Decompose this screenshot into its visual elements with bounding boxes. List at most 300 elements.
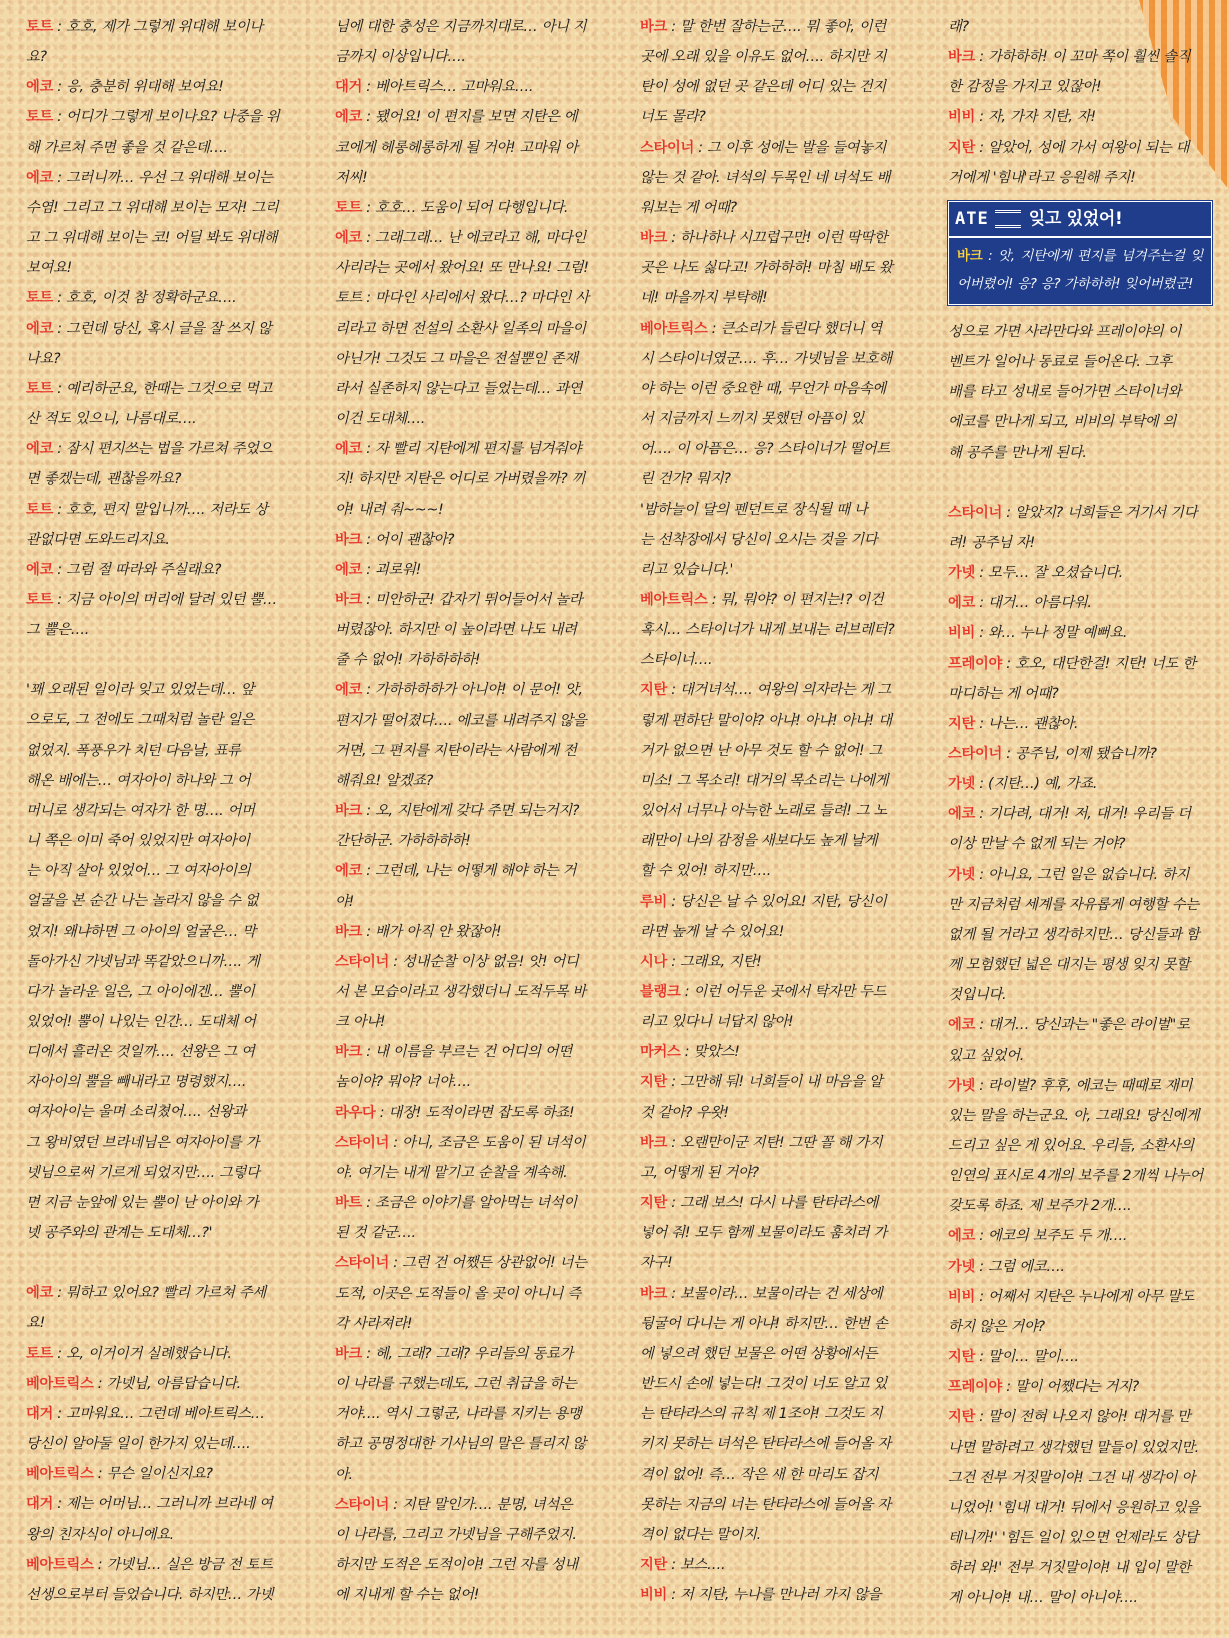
dialogue-line	[948, 377, 1212, 407]
dialogue-text: 미소! 그 목소리! 대거의 목소리는 나에게	[640, 772, 889, 789]
dialogue-line	[26, 1459, 302, 1489]
speaker-name: 블랭크	[640, 984, 681, 1000]
dialogue-line	[640, 887, 916, 917]
dialogue-line	[26, 1007, 302, 1037]
dialogue-line	[26, 1278, 302, 1308]
dialogue-text: : 내 이름을 부르는 건 어디의 어떤	[362, 1044, 572, 1061]
dialogue-line	[948, 1131, 1212, 1161]
dialogue-text: : 기다려, 대거! 저, 대거! 우리들 더	[975, 806, 1191, 823]
dialogue-line	[26, 374, 302, 404]
dialogue-text: : 그러니까… 우선 그 위대해 보이는	[53, 169, 273, 186]
dialogue-text: 여자아이는 울며 소리쳤어…. 선왕과	[26, 1104, 247, 1121]
dialogue-text: 해온 배에는… 여자아이 하나와 그 어	[26, 772, 251, 789]
dialogue-line	[948, 1493, 1212, 1523]
dialogue-line	[640, 856, 916, 886]
dialogue-line	[640, 977, 916, 1007]
dialogue-line	[640, 736, 916, 766]
dialogue-line	[948, 1553, 1212, 1583]
dialogue-text: : 성내순찰 이상 없음! 앗! 어디	[389, 953, 579, 970]
dialogue-line	[948, 1463, 1212, 1493]
dialogue-line	[640, 1098, 916, 1128]
dialogue-text: 게 아니야! 내… 말이 아니야….	[948, 1590, 1138, 1607]
dialogue-line	[26, 253, 302, 283]
dialogue-text: 있는 말을 하는군요. 아, 그래요! 당신에게	[948, 1107, 1200, 1124]
dialogue-text: : 자 빨리 지탄에게 편지를 넘겨줘야	[362, 441, 582, 458]
dialogue-text: : 대거… 당신과는 "좋은 라이벌"로	[975, 1017, 1190, 1034]
speaker-name: 에코	[335, 230, 363, 247]
dialogue-line	[26, 1369, 302, 1399]
dialogue-line	[26, 1128, 302, 1158]
speaker-name: 루비	[640, 893, 668, 910]
dialogue-line	[26, 12, 302, 42]
speaker-name: 에코	[26, 561, 54, 578]
dialogue-line	[948, 1523, 1212, 1553]
dialogue-text: 된 것 같군….	[335, 1225, 416, 1242]
dialogue-text: 요?	[26, 49, 47, 66]
dialogue-text: 없게 될 거라고 생각하지만… 당신들과 함	[948, 926, 1200, 943]
dialogue-line	[948, 558, 1212, 588]
speaker-name: 에코	[26, 1285, 54, 1302]
dialogue-line	[335, 1369, 611, 1399]
dialogue-line	[335, 615, 611, 645]
dialogue-text: 요!	[26, 1315, 45, 1332]
dialogue-text: : 그만해 둬! 너희들이 내 마음을 알	[667, 1074, 883, 1091]
dialogue-line	[335, 1037, 611, 1067]
dialogue-text: 니었어! '힘내 대거! 뒤에서 응원하고 있을	[948, 1499, 1200, 1516]
dialogue-line	[948, 1583, 1212, 1613]
dialogue-text: 크 아냐!	[335, 1014, 386, 1031]
speaker-name: 에코	[335, 109, 363, 126]
dialogue-line	[26, 826, 302, 856]
dialogue-text: 편지가 떨어졌다…. 에코를 내려주지 않을	[335, 712, 587, 729]
text-column-2	[335, 12, 611, 1610]
dialogue-line	[640, 12, 916, 42]
dialogue-text: : 뭐하고 있어요? 빨리 가르쳐 주세	[53, 1285, 266, 1302]
dialogue-text: 것입니다.	[948, 987, 1007, 1004]
dialogue-text: : 그럼 절 따라와 주실래요?	[53, 561, 222, 578]
dialogue-text: 하러 와!' 전부 거짓말이야! 내 입이 말한	[948, 1560, 1191, 1577]
speaker-name: 비비	[948, 625, 976, 642]
dialogue-line	[640, 1158, 916, 1188]
dialogue-line	[948, 72, 1212, 102]
dialogue-line	[640, 1248, 916, 1278]
dialogue-line	[26, 555, 302, 585]
speaker-name: 지탄	[948, 1349, 976, 1366]
dialogue-text: : 그럼 에코….	[975, 1258, 1065, 1275]
dialogue-text: 산 적도 있으니, 나름대로….	[26, 411, 197, 428]
speaker-name: 바크	[335, 531, 363, 548]
dialogue-text: : 조금은 이야기를 알아먹는 녀석이	[362, 1195, 577, 1212]
dialogue-text: : 그 이후 성에는 발을 들여놓지	[694, 139, 887, 156]
speaker-name: 스타이너	[640, 139, 695, 156]
dialogue-line	[335, 1429, 611, 1459]
dialogue-line	[335, 12, 611, 42]
dialogue-line	[640, 163, 916, 193]
dialogue-text: 머니로 생각되는 여자가 한 명…. 어머	[26, 802, 255, 819]
dialogue-text: 보여요!	[26, 260, 72, 277]
dialogue-line	[335, 1279, 611, 1309]
dialogue-text: 키지 못하는 녀석은 탄타라스에 들어올 자	[640, 1436, 891, 1453]
dialogue-line	[640, 193, 916, 223]
dialogue-line	[948, 1312, 1212, 1342]
dialogue-text: 그 뿔은….	[26, 622, 90, 639]
dialogue-line	[26, 163, 302, 193]
speaker-name: 에코	[26, 79, 54, 96]
dialogue-text: : 괴로워!	[362, 561, 422, 578]
dialogue-text: 인연의 표시로 4개의 보주를 2개씩 나누어	[948, 1168, 1203, 1185]
dialogue-text: : 나는… 괜찮아.	[975, 715, 1079, 732]
speaker-name: 가넷	[948, 565, 976, 582]
dialogue-text: : 대장! 도적이라면 잡도록 하죠!	[375, 1104, 575, 1121]
dialogue-line	[335, 1490, 611, 1520]
dialogue-text: : 보물이라… 보물이라는 건 세상에	[667, 1285, 883, 1302]
dialogue-text: 한 감정을 가지고 있잖아!	[948, 79, 1102, 96]
dialogue-text: : 됐어요! 이 편지를 보면 지탄은 에	[362, 109, 578, 126]
dialogue-line	[948, 1191, 1212, 1221]
dialogue-text: 당신이 알아둘 일이 한가지 있는데….	[26, 1436, 251, 1453]
dialogue-text: 려! 공주님 자!	[948, 534, 1035, 551]
dialogue-line	[640, 1550, 916, 1580]
dialogue-text: 야 하는 이런 중요한 때, 무언가 마음속에	[640, 380, 886, 397]
dialogue-line	[948, 1041, 1212, 1071]
speaker-name: 가넷	[948, 1258, 976, 1275]
dialogue-text: 래?	[948, 19, 969, 35]
speaker-name: 비비	[640, 1587, 668, 1604]
dialogue-text: 테니까!' '힘든 일이 있으면 언제라도 상담	[948, 1530, 1199, 1547]
dialogue-line	[948, 1402, 1212, 1432]
dialogue-text: : 제는 어머님… 그러니까 브라네 여	[53, 1496, 273, 1513]
text-column-4	[948, 12, 1212, 1614]
dialogue-line	[640, 495, 916, 525]
dialogue-text: : 어째서 지탄은 누나에게 아무 말도	[975, 1288, 1195, 1305]
dialogue-line	[26, 977, 302, 1007]
dialogue-line	[26, 193, 302, 223]
paragraph-gap	[948, 468, 1212, 498]
dialogue-line	[26, 615, 302, 645]
speaker-name: 지탄	[640, 1556, 668, 1573]
dialogue-text: 벤트가 일어나 동료로 들어온다. 그후	[948, 354, 1172, 371]
dialogue-line	[26, 495, 302, 525]
speaker-name: 에코	[948, 1228, 976, 1245]
speaker-name: 토트	[26, 380, 54, 397]
dialogue-line	[948, 347, 1212, 377]
speaker-name: 스타이너	[335, 1134, 390, 1151]
dialogue-text: 할 수 있어! 하지만….	[640, 863, 771, 880]
dialogue-text: 렇게 편하단 말이야? 아냐! 아냐! 아냐! 대	[640, 712, 892, 729]
dialogue-text: : 대거녀석…. 여왕의 의자라는 게 그	[667, 682, 891, 699]
dialogue-line	[335, 555, 611, 585]
dialogue-text: : 미안하군! 갑자기 뛰어들어서 놀라	[362, 591, 583, 608]
ate-title: 잊고 있었어!	[1028, 208, 1123, 229]
dialogue-line	[640, 1067, 916, 1097]
dialogue-line	[335, 675, 611, 705]
speaker-name: 에코	[948, 1017, 976, 1034]
speaker-name: 에코	[335, 682, 363, 699]
dialogue-line	[26, 72, 302, 102]
dialogue-line	[948, 588, 1212, 618]
ate-rule-decoration	[995, 210, 1021, 228]
dialogue-text: '꽤 오래된 일이라 잊고 있었는데… 앞	[26, 682, 254, 699]
dialogue-line	[640, 615, 916, 645]
dialogue-line	[335, 1550, 611, 1580]
dialogue-line	[26, 1188, 302, 1218]
dialogue-line	[640, 283, 916, 313]
dialogue-line	[948, 649, 1212, 679]
dialogue-text: 뒹굴어 다니는 게 아냐! 하지만… 한번 손	[640, 1315, 888, 1332]
dialogue-text: 그건 전부 거짓말이야! 그건 내 생각이 아	[948, 1469, 1196, 1486]
dialogue-text: 넷 공주와의 관계는 도대체…?'	[26, 1225, 213, 1242]
dialogue-text: 놈이야? 뭐야? 너야….	[335, 1074, 471, 1091]
speaker-name: 에코	[335, 863, 363, 880]
dialogue-text: 관없다면 도와드리지요.	[26, 531, 170, 548]
speaker-name: 베아트릭스	[640, 320, 708, 337]
dialogue-line	[335, 223, 611, 253]
dialogue-text: 네! 마을까지 부탁해!	[640, 290, 768, 307]
dialogue-line	[948, 1282, 1212, 1312]
dialogue-line	[335, 1218, 611, 1248]
dialogue-line	[335, 1007, 611, 1037]
speaker-name: 지탄	[640, 1074, 668, 1091]
dialogue-text: 드리고 싶은 게 있어요. 우리들, 소환사의	[948, 1138, 1194, 1154]
dialogue-line	[335, 645, 611, 675]
dialogue-text: : 호호, 이것 참 정확하군요….	[53, 290, 237, 307]
dialogue-line	[335, 917, 611, 947]
speaker-name: 대거	[335, 79, 363, 96]
dialogue-line	[640, 947, 916, 977]
dialogue-line	[640, 1369, 916, 1399]
dialogue-line	[26, 223, 302, 253]
dialogue-text: 도적, 이곳은 도적들이 올 곳이 아니니 즉	[335, 1285, 581, 1302]
dialogue-line	[948, 1372, 1212, 1402]
dialogue-text: 에코를 만나게 되고, 비비의 부탁에 의	[948, 414, 1177, 431]
speaker-name: 에코	[335, 441, 363, 458]
dialogue-text: : 예리하군요, 한때는 그것으로 먹고	[53, 380, 273, 397]
dialogue-text: : 호호… 도움이 되어 다행입니다.	[362, 199, 569, 216]
dialogue-line	[26, 1218, 302, 1248]
speaker-name: 가넷	[948, 776, 976, 793]
speaker-name: 스타이너	[335, 1255, 390, 1272]
speaker-name: 토트	[26, 591, 54, 608]
dialogue-line	[26, 796, 302, 826]
speaker-name: 토트	[26, 19, 54, 35]
dialogue-text: : 이런 어두운 곳에서 탁자만 두드	[680, 984, 887, 1000]
dialogue-line	[640, 1520, 916, 1550]
dialogue-text: 해줘요! 알겠죠?	[335, 772, 434, 789]
paragraph-gap	[26, 1248, 302, 1278]
dialogue-line	[948, 1433, 1212, 1463]
speaker-name: 시나	[640, 953, 668, 970]
dialogue-text: : 어이 괜찮아?	[362, 531, 455, 548]
dialogue-line	[26, 1399, 302, 1429]
dialogue-line	[948, 12, 1212, 42]
dialogue-text: 배를 타고 성내로 들어가면 스타이너와	[948, 384, 1182, 401]
ate-sidebox-header	[949, 202, 1211, 238]
dialogue-line	[26, 947, 302, 977]
dialogue-line	[335, 1188, 611, 1218]
dialogue-text: 하고 공명정대한 기사님의 말은 틀리지 않	[335, 1436, 586, 1453]
dialogue-line	[948, 829, 1212, 859]
dialogue-line	[948, 1342, 1212, 1372]
dialogue-text: : 오, 지탄에게 갖다 주면 되는거지?	[362, 803, 580, 820]
dialogue-text: 아닌가! 그것도 그 마을은 전설뿐인 존재	[335, 350, 578, 367]
dialogue-text: : 오랜만이군 지탄! 그딴 꼴 해 가지	[667, 1134, 883, 1151]
dialogue-text: : 큰소리가 들린다 했더니 역	[707, 320, 882, 337]
dialogue-text: 혹시… 스타이너가 내게 보내는 러브레터?	[640, 622, 895, 639]
speaker-name: 에코	[948, 806, 976, 823]
dialogue-text: 에 지내게 할 수는 없어!	[335, 1587, 480, 1604]
dialogue-line	[26, 585, 302, 615]
speaker-name: 에코	[26, 441, 54, 458]
dialogue-line	[640, 525, 916, 555]
dialogue-line	[948, 1101, 1212, 1131]
dialogue-text: 지! 하지만 지탄은 어디로 가버렸을까? 끼	[335, 471, 586, 488]
speaker-name: 토트	[26, 1345, 54, 1362]
dialogue-line	[640, 1037, 916, 1067]
dialogue-text: : 그래그래… 난 에코라고 해, 마다인	[362, 230, 586, 247]
dialogue-line	[335, 464, 611, 494]
dialogue-text: 각 사라져라!	[335, 1315, 413, 1332]
speaker-name: 바크	[335, 1345, 363, 1362]
dialogue-text: 께 모험했던 넓은 대지는 평생 잊지 못할	[948, 957, 1190, 974]
dialogue-text: : 하나하나 시끄럽구만! 이런 딱딱한	[667, 230, 888, 247]
speaker-name: 비비	[948, 1288, 976, 1305]
dialogue-line	[335, 495, 611, 525]
dialogue-text: 으로도, 그 전에도 그때처럼 놀란 일은	[26, 712, 255, 729]
dialogue-line	[948, 1221, 1212, 1251]
dialogue-line	[335, 1580, 611, 1610]
dialogue-line	[26, 1067, 302, 1097]
dialogue-line	[948, 799, 1212, 829]
dialogue-text: 거가 없으면 난 아무 것도 할 수 없어! 그	[640, 742, 883, 759]
dialogue-text: : 맞았스!	[680, 1044, 740, 1061]
dialogue-text: 서 본 모습이라고 생각했더니 도적두목 바	[335, 984, 586, 1000]
dialogue-line	[640, 42, 916, 72]
dialogue-line	[640, 223, 916, 253]
dialogue-text: 갖도록 하죠. 제 보주가 2개….	[948, 1198, 1132, 1215]
dialogue-line	[335, 1067, 611, 1097]
dialogue-line	[26, 1429, 302, 1459]
dialogue-text: 해 가르쳐 주면 좋을 것 같은데….	[26, 139, 228, 156]
dialogue-line	[335, 1128, 611, 1158]
dialogue-line	[640, 1580, 916, 1610]
dialogue-line	[335, 314, 611, 344]
dialogue-text: 토트 : 마다인 사리에서 왔다…? 마다인 사	[335, 290, 589, 307]
speaker-name: 베아트릭스	[640, 591, 708, 608]
dialogue-text: : 가하하하! 이 꼬마 쪽이 훨씬 솔직	[975, 49, 1191, 66]
ate-tag: ATE	[955, 208, 989, 229]
speaker-name: 바크	[335, 803, 363, 820]
dialogue-line	[640, 706, 916, 736]
dialogue-text: : 배가 아직 안 왔잖아!	[362, 923, 502, 940]
dialogue-text: 있었어! 뿔이 나있는 인간… 도대체 어	[26, 1014, 256, 1030]
dialogue-line	[26, 1520, 302, 1550]
dialogue-text: 너도 몰라?	[640, 109, 706, 126]
dialogue-line	[948, 950, 1212, 980]
dialogue-line	[948, 890, 1212, 920]
dialogue-line	[640, 675, 916, 705]
dialogue-line	[335, 887, 611, 917]
speaker-name: 지탄	[948, 1409, 976, 1426]
dialogue-text: 고 그 위대해 보이는 코! 어딜 봐도 위대해	[26, 230, 278, 247]
dialogue-line	[640, 1399, 916, 1429]
dialogue-line	[640, 1188, 916, 1218]
speaker-name: 프레이야	[948, 1379, 1003, 1396]
dialogue-line	[335, 1399, 611, 1429]
dialogue-text: : 아니, 조금은 도움이 된 녀석이	[389, 1134, 586, 1151]
speaker-name: 라우다	[335, 1104, 376, 1121]
dialogue-text: : 말이 어쨌다는 거지?	[1002, 1379, 1139, 1396]
dialogue-text: 자아이의 뿔을 빼내라고 명령했지….	[26, 1074, 247, 1091]
speaker-name: 바크	[335, 1044, 363, 1061]
dialogue-text: 래만이 나의 감정을 새보다도 높게 날게	[640, 833, 878, 850]
speaker-name: 베아트릭스	[26, 1466, 94, 1483]
dialogue-line	[640, 1007, 916, 1037]
dialogue-line	[640, 133, 916, 163]
dialogue-text: 야! 내려 줘~~~!	[335, 501, 444, 518]
dialogue-line	[335, 1098, 611, 1128]
speaker-name: 에코	[26, 320, 54, 337]
dialogue-text: : 가넷님… 실은 방금 전 토트	[93, 1556, 273, 1573]
dialogue-text: : 그래요, 지탄!	[667, 953, 762, 970]
dialogue-text: 격이 없어! 즉… 작은 새 한 마리도 잡지	[640, 1466, 879, 1483]
dialogue-line	[640, 1339, 916, 1369]
dialogue-line	[640, 253, 916, 283]
dialogue-line	[335, 374, 611, 404]
dialogue-text: : 공주님, 이제 됐습니까?	[1002, 745, 1157, 762]
dialogue-text: : 가넷님, 아름답습니다.	[93, 1375, 241, 1392]
dialogue-text: : 자, 가자 지탄, 자!	[975, 109, 1096, 126]
dialogue-text: 라면 높게 날 수 있어요!	[640, 923, 785, 940]
dialogue-text: : 그래 보스! 다시 나를 탄타라스에	[667, 1195, 879, 1212]
dialogue-text: : 알았지? 너희들은 거기서 기다	[1002, 504, 1198, 521]
dialogue-text: : 와… 누나 정말 예뻐요.	[975, 625, 1128, 642]
dialogue-line	[335, 1158, 611, 1188]
dialogue-line	[26, 434, 302, 464]
dialogue-text: 하지 않은 거야?	[948, 1318, 1045, 1335]
dialogue-text: 에 넣으려 했던 보물은 어떤 상황에서든	[640, 1345, 878, 1362]
dialogue-text: 야!	[335, 893, 354, 910]
dialogue-line	[26, 1037, 302, 1067]
dialogue-line	[335, 253, 611, 283]
dialogue-line	[335, 585, 611, 615]
dialogue-text: : 라이벌? 후후, 에코는 때때로 재미	[975, 1077, 1193, 1094]
speaker-name: 바크	[640, 1134, 668, 1151]
dialogue-text: 있어서 너무나 아늑한 노래로 들려! 그 노	[640, 803, 888, 820]
dialogue-line	[640, 555, 916, 585]
dialogue-line	[948, 980, 1212, 1010]
dialogue-text: : 잠시 편지쓰는 법을 가르쳐 주었으	[53, 441, 273, 458]
speaker-name: 지탄	[640, 682, 668, 699]
dialogue-line	[335, 72, 611, 102]
dialogue-line	[640, 1218, 916, 1248]
dialogue-line	[948, 102, 1212, 132]
dialogue-line	[335, 736, 611, 766]
dialogue-line	[640, 344, 916, 374]
dialogue-text: 저씨!	[335, 169, 368, 186]
dialogue-text: : 그런데 당신, 혹시 글을 잘 쓰지 않	[53, 320, 272, 337]
dialogue-line	[335, 283, 611, 313]
speaker-name: 스타이너	[948, 504, 1003, 521]
dialogue-line	[640, 434, 916, 464]
dialogue-text: 아.	[335, 1466, 353, 1483]
dialogue-text: 스타이너….	[640, 652, 713, 669]
speaker-name: 스타이너	[948, 745, 1003, 762]
dialogue-line	[335, 344, 611, 374]
speaker-name: 대거	[26, 1496, 54, 1513]
dialogue-line	[335, 133, 611, 163]
dialogue-line	[948, 739, 1212, 769]
dialogue-line	[335, 947, 611, 977]
